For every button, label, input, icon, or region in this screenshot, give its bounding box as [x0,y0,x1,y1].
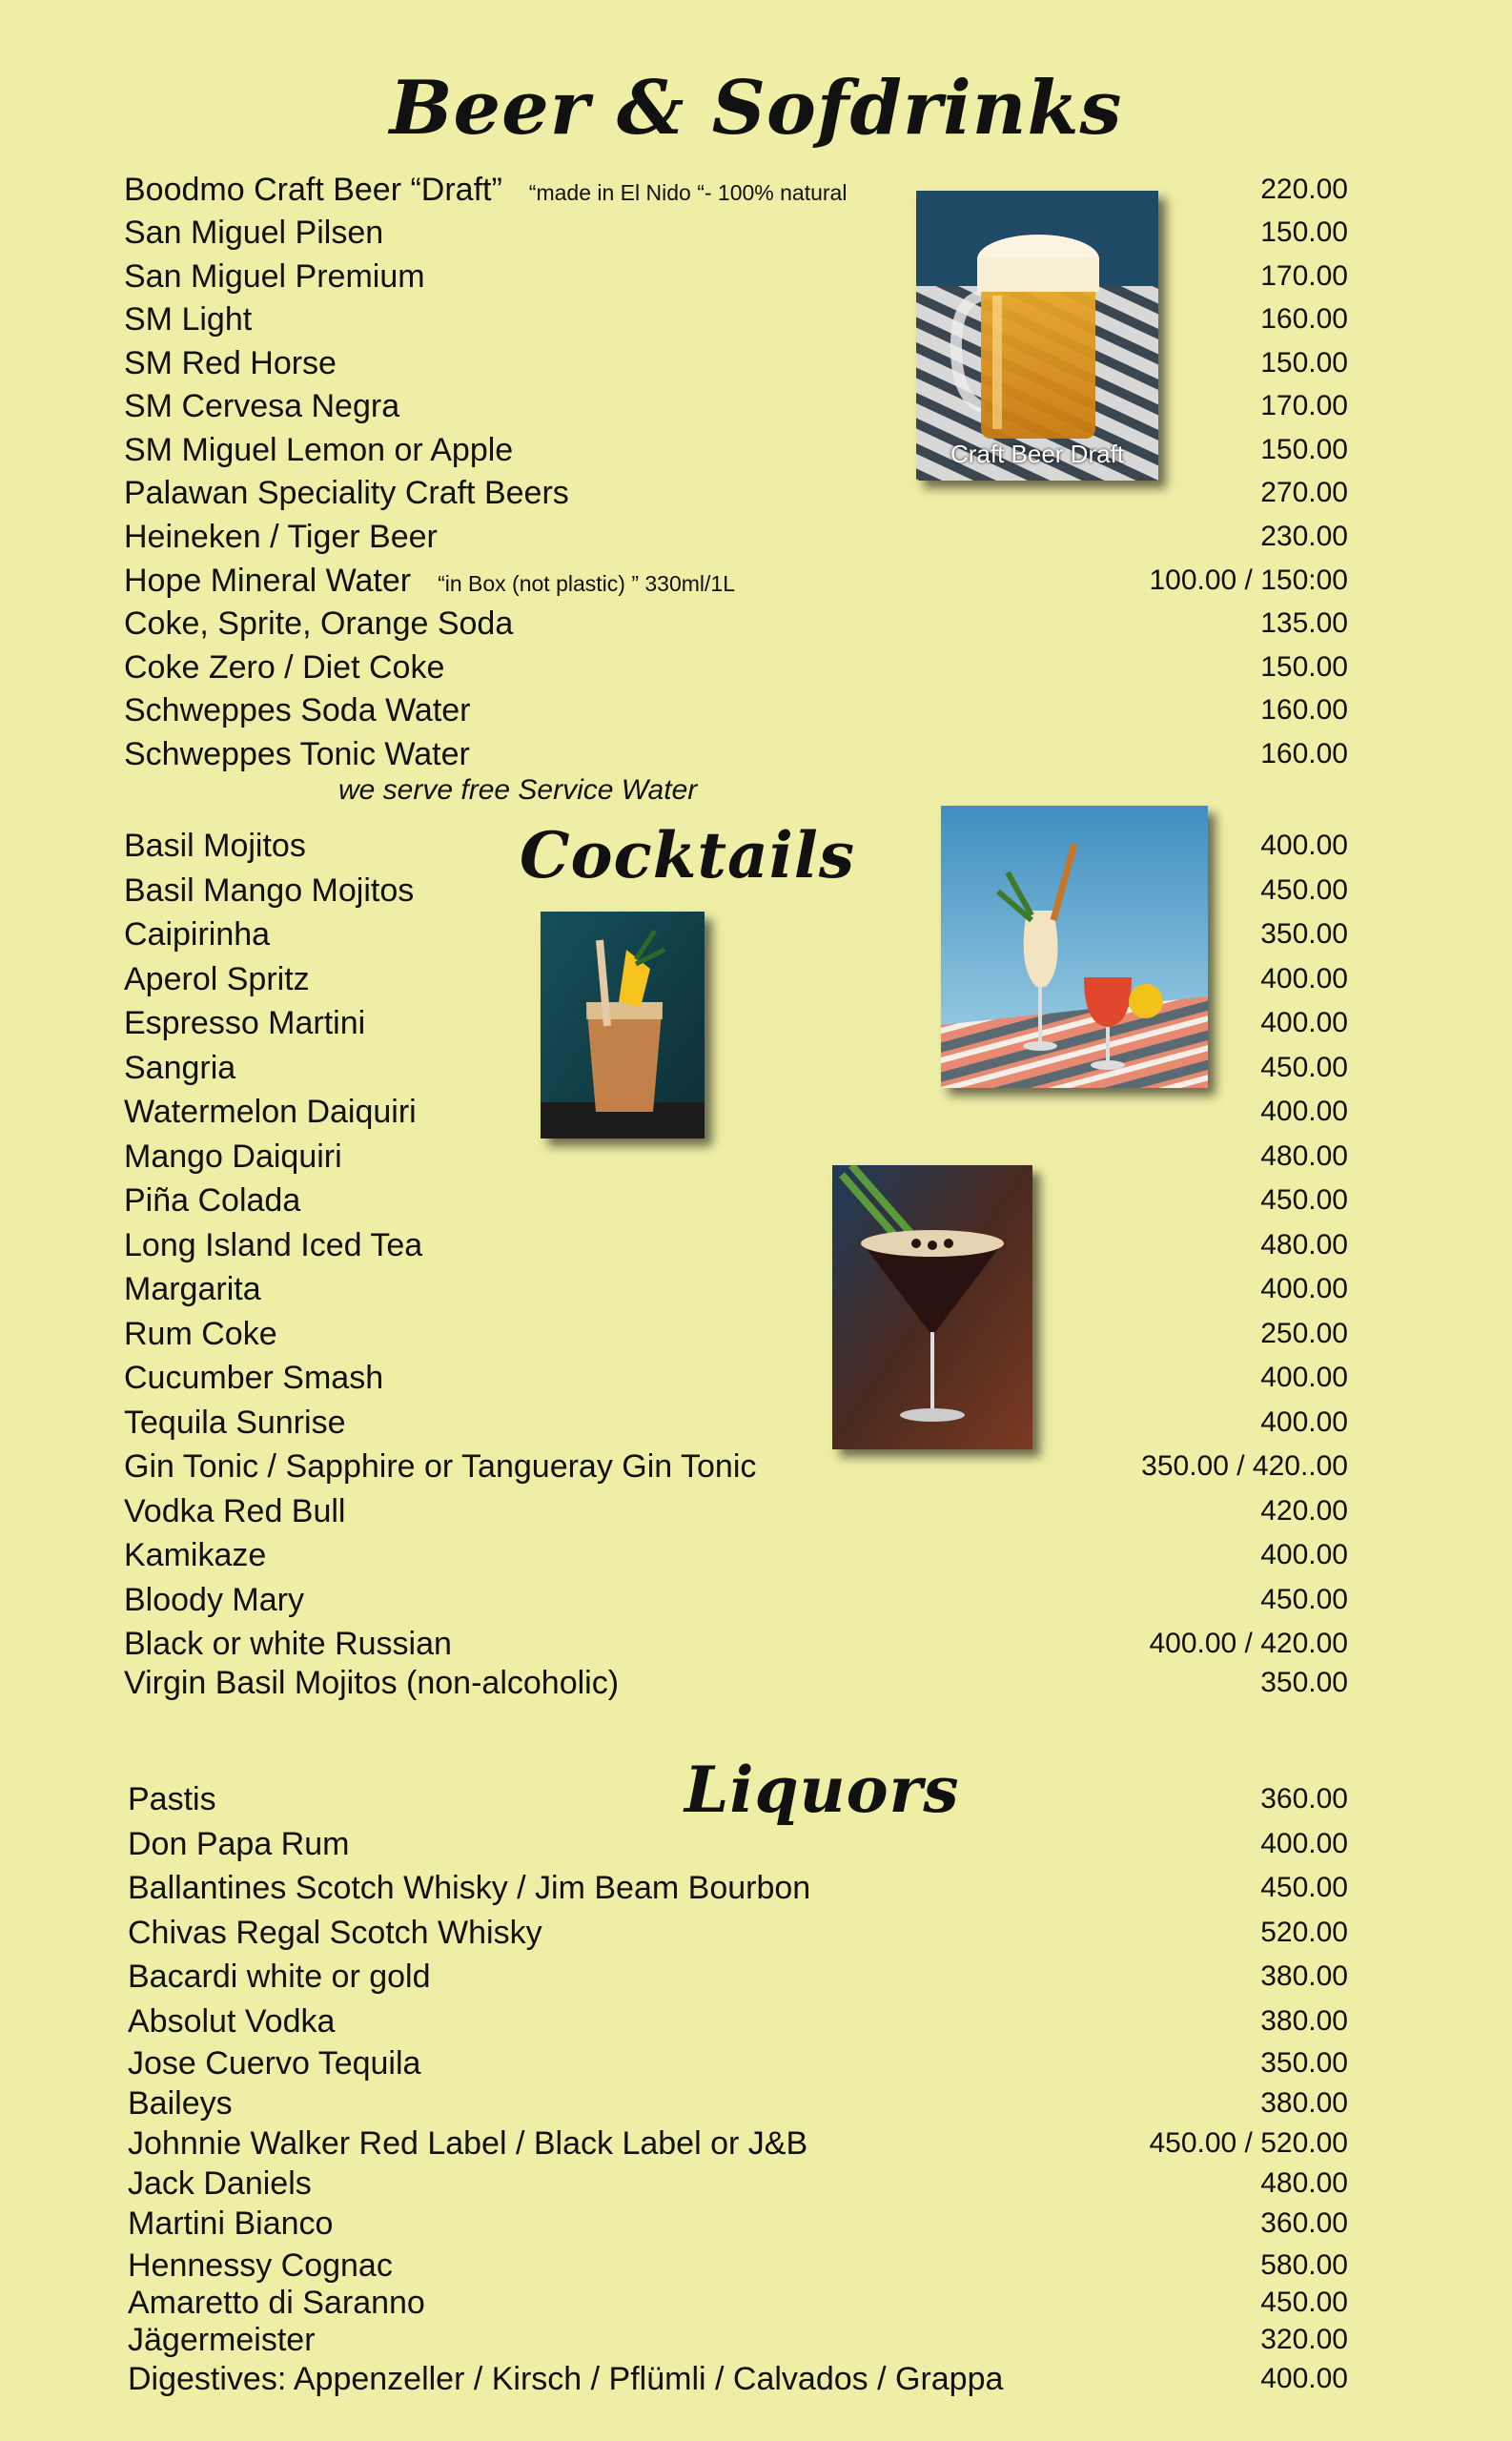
item-name: Tequila Sunrise [124,1405,346,1441]
item-price: 400.00 [1260,830,1348,861]
espresso-martini-illustration [832,1165,1032,1449]
item-name: Watermelon Daiquiri [124,1094,417,1130]
item-name: Schweppes Tonic Water [124,736,470,772]
item-name: Coke Zero / Diet Coke [124,649,445,686]
menu-item [124,1579,1348,1621]
menu-item [128,1778,1348,1820]
item-name: Digestives: Appenzeller / Kirsch / Pflümli / Calvados / Grappa [128,2361,1004,2397]
menu-item [128,2163,1348,2205]
item-name: Palawan Speciality Craft Beers [124,475,569,511]
item-price: 450.00 [1260,1052,1348,1083]
menu-item [124,603,1348,645]
item-price: 150.00 [1260,347,1348,379]
item-price: 360.00 [1260,1783,1348,1815]
item-name: Schweppes Soda Water [124,692,471,728]
menu-item [128,2282,1348,2324]
item-name: Basil Mango Mojitos [124,872,415,909]
menu-item [124,646,1348,688]
menu-item [128,1956,1348,1998]
item-price: 400.00 / 420.00 [1149,1628,1348,1659]
item-name: Don Papa Rum [128,1826,350,1862]
item-name: Pastis [128,1781,216,1817]
item-name: Jack Daniels [128,2165,312,2202]
menu-item [124,1224,1348,1266]
menu-item [128,2203,1348,2245]
item-name: Johnnie Walker Red Label / Black Label or J&B [128,2125,808,2162]
craft-beer-photo [916,191,1158,481]
item-name: Margarita [124,1271,261,1307]
item-name: Absolut Vodka [128,2003,336,2040]
cocktails-heading: Cocktails [520,818,856,892]
item-name: Hennessy Cognac [128,2247,393,2284]
item-name: Vodka Red Bull [124,1493,346,1529]
item-price: 320.00 [1260,2324,1348,2355]
item-price: 150.00 [1260,651,1348,683]
item-price: 160.00 [1260,738,1348,769]
item-price: 360.00 [1260,2207,1348,2239]
item-price: 160.00 [1260,303,1348,335]
menu-item [128,2245,1348,2287]
photo-caption: Craft Beer Draft [950,440,1125,468]
item-name: Kamikaze [124,1537,267,1573]
item-name: Caipirinha [124,916,271,953]
item-price: 400.00 [1260,963,1348,995]
item-name: Boodmo Craft Beer “Draft” “made in El Nido “- 100% natural [124,172,848,208]
menu-item [124,342,1348,384]
item-name: Piña Colada [124,1182,301,1219]
item-name: Jose Cuervo Tequila [128,2045,421,2082]
menu-item [124,1136,1348,1178]
mango-cocktail-photo [541,912,705,1138]
item-name: Heineken / Tiger Beer [124,519,438,555]
item-name: Amaretto di Saranno [128,2285,425,2321]
item-note: “made in El Nido “- 100% natural [528,180,848,205]
menu-item [128,2082,1348,2124]
item-name: Chivas Regal Scotch Whisky [128,1915,542,1951]
item-name: SM Red Horse [124,345,337,381]
menu-item [124,1490,1348,1532]
item-price: 400.00 [1260,1273,1348,1304]
menu-item [128,2042,1348,2084]
item-price: 450.00 [1260,2287,1348,2318]
item-name: Espresso Martini [124,1005,366,1041]
item-price: 150.00 [1260,216,1348,248]
item-price: 220.00 [1260,174,1348,205]
menu-item [124,1091,1348,1133]
item-name: Rum Coke [124,1316,277,1352]
item-price: 480.00 [1260,2167,1348,2199]
item-name: SM Light [124,301,253,338]
menu-item [124,298,1348,340]
item-name: Bacardi white or gold [128,1959,431,1995]
menu-item [124,560,1348,602]
menu-item [128,2123,1348,2164]
beer-mug-illustration [916,191,1158,481]
espresso-martini-photo [832,1165,1032,1449]
item-name: Virgin Basil Mojitos (non-alcoholic) [124,1665,620,1701]
item-price: 170.00 [1260,260,1348,292]
item-name: Mango Daiquiri [124,1138,342,1175]
item-name: San Miguel Pilsen [124,215,384,251]
free-water-note: we serve free Service Water [338,774,698,806]
menu-item [124,1402,1348,1444]
tropical-cocktails-illustration [941,806,1208,1088]
menu-item [128,2358,1348,2400]
beer-softdrinks-heading: Beer & Sofdrinks [389,65,1123,152]
item-price: 480.00 [1260,1140,1348,1172]
item-name: Jägermeister [128,2322,316,2358]
mango-cocktail-illustration [541,912,705,1138]
item-price: 380.00 [1260,1960,1348,1992]
menu-item [124,1179,1348,1221]
item-price: 230.00 [1260,521,1348,552]
item-name: Coke, Sprite, Orange Soda [124,605,514,642]
menu-item [124,1623,1348,1665]
item-price: 450.00 [1260,1184,1348,1216]
item-price: 450.00 / 520.00 [1149,2127,1348,2159]
item-price: 350.00 / 420..00 [1141,1450,1348,1482]
item-name: Long Island Iced Tea [124,1227,423,1263]
item-note: “in Box (not plastic) ” 330ml/1L [438,571,735,596]
menu-item [124,1534,1348,1576]
menu-item [124,385,1348,427]
item-name: San Miguel Premium [124,258,425,295]
item-price: 170.00 [1260,390,1348,421]
menu-item [124,689,1348,731]
menu-item [128,1867,1348,1909]
liquors-heading: Liquors [684,1753,960,1827]
item-name: Aperol Spritz [124,961,310,997]
menu-item [124,429,1348,471]
menu-item [124,733,1348,775]
item-price: 580.00 [1260,2249,1348,2281]
item-price: 135.00 [1260,607,1348,639]
item-name: Gin Tonic / Sapphire or Tangueray Gin Tonic [124,1448,757,1485]
item-price: 400.00 [1260,2363,1348,2394]
item-name: SM Cervesa Negra [124,388,400,424]
item-price: 250.00 [1260,1318,1348,1349]
item-price: 400.00 [1260,1096,1348,1127]
menu-item [124,1357,1348,1399]
menu-item [124,1446,1348,1487]
item-price: 400.00 [1260,1362,1348,1393]
item-price: 450.00 [1260,1584,1348,1615]
menu-item [128,1912,1348,1954]
menu-item [124,169,1348,211]
menu-item [124,1268,1348,1310]
item-price: 350.00 [1260,1667,1348,1698]
menu-item [124,212,1348,254]
menu-item [128,2319,1348,2361]
item-price: 520.00 [1260,1917,1348,1948]
menu-item [128,2000,1348,2042]
item-price: 450.00 [1260,1872,1348,1903]
item-name: Cucumber Smash [124,1360,384,1396]
item-price: 150.00 [1260,434,1348,465]
item-price: 160.00 [1260,694,1348,726]
menu-item [128,1823,1348,1865]
item-name: Martini Bianco [128,2205,334,2242]
menu-item [124,1313,1348,1355]
item-price: 420.00 [1260,1495,1348,1527]
item-price: 480.00 [1260,1229,1348,1261]
item-price: 380.00 [1260,2087,1348,2119]
item-name: SM Miguel Lemon or Apple [124,432,514,468]
item-price: 350.00 [1260,918,1348,950]
item-name: Baileys [128,2085,233,2122]
item-name: Black or white Russian [124,1626,452,1662]
item-name: Hope Mineral Water “in Box (not plastic) ” 330ml/1L [124,563,735,599]
item-price: 400.00 [1260,1406,1348,1438]
item-price: 350.00 [1260,2047,1348,2079]
item-price: 400.00 [1260,1007,1348,1038]
item-price: 270.00 [1260,477,1348,508]
item-name: Ballantines Scotch Whisky / Jim Beam Bourbon [128,1870,811,1906]
menu-item [124,1662,1348,1704]
menu-item [124,256,1348,297]
tropical-cocktails-photo [941,806,1208,1088]
item-name: Bloody Mary [124,1582,304,1618]
item-price: 400.00 [1260,1828,1348,1859]
item-name: Basil Mojitos [124,828,306,864]
item-name: Sangria [124,1050,236,1086]
menu-item [124,472,1348,514]
item-price: 380.00 [1260,2005,1348,2037]
item-price: 450.00 [1260,874,1348,906]
menu-item [124,516,1348,558]
item-price: 100.00 / 150:00 [1149,564,1348,596]
item-price: 400.00 [1260,1539,1348,1570]
